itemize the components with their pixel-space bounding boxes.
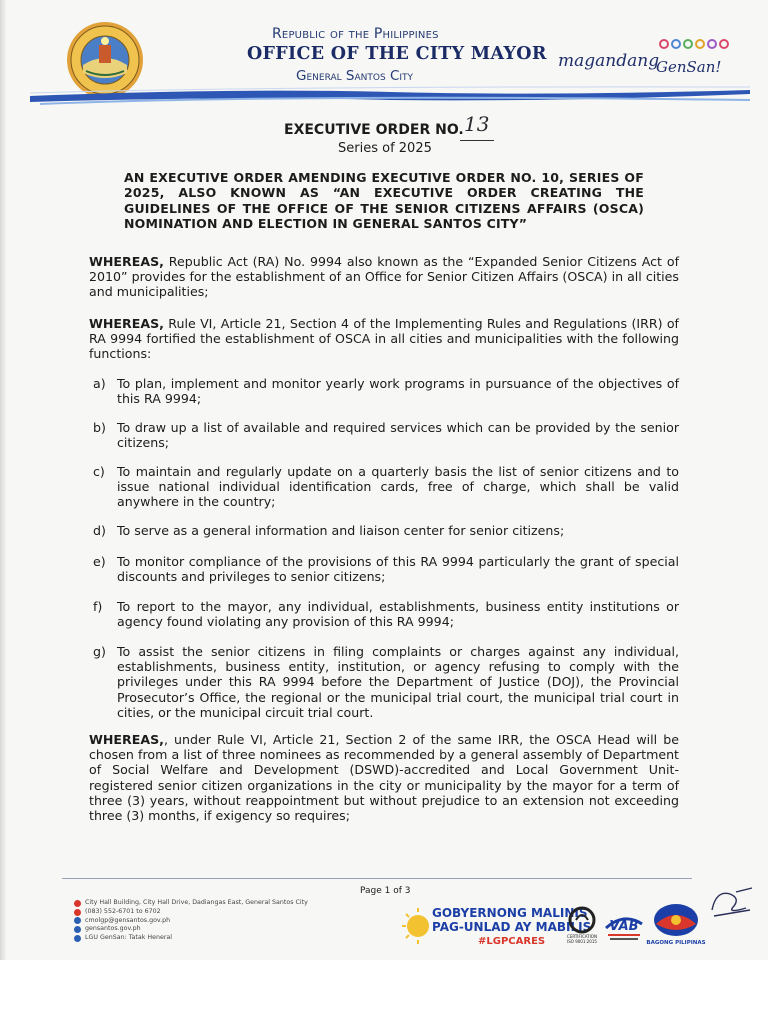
list-item-text: To plan, implement and monitor yearly work programs in pursuance of the objectives of this RA 9994; [117,376,679,407]
certification-logo [562,904,602,944]
contact-list [74,899,308,943]
list-item-text: To serve as a general information and liaison center for senior citizens; [117,523,565,538]
whereas-keyword: WHEREAS, [89,732,164,747]
list-item-label: g) [93,644,106,659]
list-item [93,376,679,406]
globe-icon [74,926,81,933]
bagong-pilipinas-logo [648,902,704,946]
svg-text:ISO 9001:2015: ISO 9001:2015 [567,939,597,944]
list-item-label: d) [93,523,106,538]
initial-signature [706,880,756,924]
list-item-text: To maintain and regularly update on a quarterly basis the list of senior citizens and to issue national individual identification cards, free of charge, which shall be valid anywhere in the country; [117,464,679,510]
location-icon [74,900,81,907]
svg-text:GOBYERNONG MALINIS: GOBYERNONG MALINIS [432,906,588,920]
list-item [93,554,679,584]
list-item [93,420,679,450]
contact-facebook: LGU GenSan: Tatak Heneral [74,934,308,943]
executive-order-title: EXECUTIVE ORDER NO. [284,122,464,138]
svg-text:PAG-UNLAD AY MABILIS: PAG-UNLAD AY MABILIS [432,920,592,934]
magandang-gensan-logo [548,36,738,80]
svg-text:#LGPCARES: #LGPCARES [478,936,546,947]
whereas-text: Rule VI, Article 21, Section 4 of the Implementing Rules and Regulations (IRR) of RA 9994 fortified the establishment of OSCA in all cities and municipalities with the following functions: [89,316,679,362]
whereas-paragraph-1 [89,254,679,300]
contact-website: gensantos.gov.ph [74,925,308,934]
list-item [93,644,679,720]
list-item-text: To draw up a list of available and required services which can be provided by the senior citizens; [117,420,679,451]
whereas-keyword: WHEREAS, [89,316,164,331]
accreditation-logo [602,904,646,944]
contact-address: City Hall Building, City Hall Drive, Dadiangas East, General Santos City [74,899,308,908]
page-edge [0,960,768,1024]
number-underline [460,140,494,141]
scan-shadow [0,0,6,960]
city-heading: General Santos City [296,68,414,84]
whereas-keyword: WHEREAS, [89,254,164,269]
svg-text:magandang: magandang [558,51,660,71]
list-item-label: a) [93,376,106,391]
page-number: Page 1 of 3 [360,886,411,896]
office-heading: OFFICE OF THE CITY MAYOR [247,44,547,64]
list-item-text: To assist the senior citizens in filing complaints or charges against any individual, establishments, business entity, institution, or agency refusing to comply with the privileges under this RA 9994 before the Department of Justice (DOJ), the Provincial Prosecutor’s Office, the regional or the municipal trial court, the municipal trial court in cities, or the municipal circuit trial court. [117,644,679,720]
email-icon [74,917,81,924]
facebook-icon [74,935,81,942]
svg-text:GenSan!: GenSan! [656,58,722,76]
contact-phone: (083) 552-6701 to 6702 [74,908,308,917]
order-subject: AN EXECUTIVE ORDER AMENDING EXECUTIVE ORDER NO. 10, SERIES OF 2025, ALSO KNOWN AS “AN EXECUTIVE ORDER CREATING THE GUIDELINES OF THE OFFICE OF THE SENIOR CITIZENS AFFAIRS (OSCA) NOMINATION AND ELECTION IN GENERAL SANTOS CITY” [124,170,644,232]
list-item [93,464,679,510]
list-item [93,523,679,538]
svg-text:BAGONG PILIPINAS: BAGONG PILIPINAS [646,940,706,946]
svg-text:CERTIFICATION: CERTIFICATION [567,934,597,939]
list-item-text: To report to the mayor, any individual, establishments, business entity institutions or agency found violating any provision of this RA 9994; [117,599,679,630]
list-item-label: f) [93,599,103,614]
list-item-text: To monitor compliance of the provisions of this RA 9994 particularly the grant of special discounts and privileges to senior citizens; [117,554,679,585]
phone-icon [74,909,81,916]
footer-divider [62,878,692,879]
executive-order-number: 13 [464,112,490,136]
whereas-text: Republic Act (RA) No. 9994 also known as the “Expanded Senior Citizens Act of 2010” provides for the establishment of an Office for Senior Citizen Affairs (OSCA) in all cities and municipalities; [89,254,679,300]
header-banner [30,84,750,110]
svg-text:VAB: VAB [609,919,639,934]
list-item [93,599,679,629]
series-label: Series of 2025 [338,141,432,156]
whereas-text: , under Rule VI, Article 21, Section 2 of the same IRR, the OSCA Head will be chosen from a list of three nominees as recommended by a general assembly of Department of Social Welfare and Development (DSWD)-accredited and Local Government Unit-registered senior citizen organizations in the city or municipality by the mayor for a term of three (3) years, without reappointment but without prejudice to an extension not exceeding three (3) months, if exigency so requires; [89,732,679,824]
list-item-label: b) [93,420,106,435]
contact-email: cmolgp@gensantos.gov.ph [74,917,308,926]
republic-heading: Republic of the Philippines [272,26,439,42]
whereas-paragraph-3 [89,732,679,823]
list-item-label: e) [93,554,106,569]
list-item-label: c) [93,464,105,479]
whereas-paragraph-2 [89,316,679,362]
